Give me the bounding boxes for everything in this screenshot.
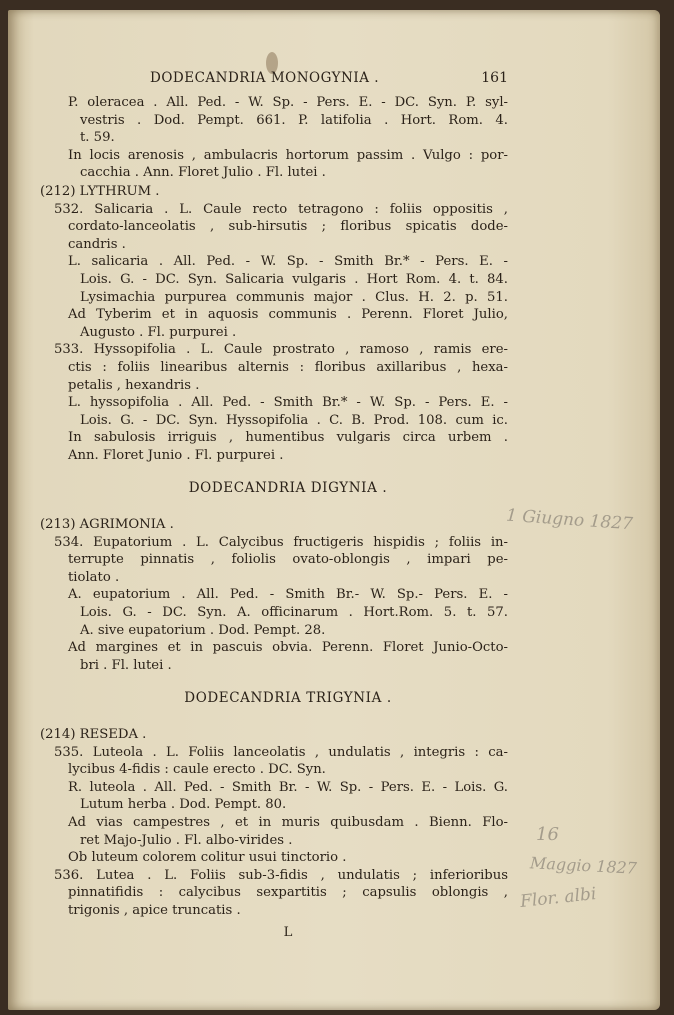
section-heading-digynia: DODECANDRIA DIGYNIA . [188, 480, 388, 497]
text-line: 532. Salicaria . L. Caule recto tetragono : foliis oppositis , [54, 201, 508, 217]
running-head-title: DODECANDRIA MONOGYNIA . [150, 70, 380, 86]
text-line: lycibus 4-fidis : caule erecto . DC. Syn. [68, 762, 326, 778]
text-line: tiolato . [68, 569, 120, 585]
text-line: pinnatifidis : calycibus sexpartitis ; capsulis oblongis , [68, 885, 508, 901]
text-line: Ad Tyberim et in aquosis communis . Perenn. Floret Julio, [68, 307, 508, 323]
handwritten-note-date: 1 Giugno 1827 [505, 505, 634, 535]
text-line: Augusto . Fl. purpurei . [80, 324, 237, 340]
text-line: Lois. G. - DC. Syn. A. officinarum . Hort.Rom. 5. t. 57. [80, 605, 508, 621]
running-head [68, 70, 508, 94]
genus-heading-agrimonia: (213) AGRIMONIA . [40, 517, 174, 533]
text-line: Ann. Floret Junio . Fl. purpurei . [68, 447, 284, 463]
text-line: 536. Lutea . L. Foliis sub-3-fidis , undulatis ; inferioribus [54, 867, 508, 883]
entries-reseda [54, 744, 508, 920]
text-line: vestris . Dod. Pempt. 661. P. latifolia . Hort. Rom. 4. [80, 112, 508, 128]
text-line: 534. Eupatorium . L. Calycibus fructigeris hispidis ; foliis in- [54, 534, 508, 550]
text-line: L. hyssopifolia . All. Ped. - Smith Br.* - W. Sp. - Pers. E. - [68, 395, 508, 411]
book-page [8, 10, 660, 1010]
text-line: A. sive eupatorium . Dod. Pempt. 28. [80, 622, 326, 638]
page-number: 161 [481, 70, 508, 86]
text-line: Lysimachia purpurea communis major . Clus. H. 2. p. 51. [80, 289, 508, 305]
text-line: t. 59. [80, 130, 115, 146]
text-line: ctis : foliis linearibus alternis : floribus axillaribus , hexa- [68, 359, 508, 375]
handwritten-note-flowers: Flor. albi [519, 884, 598, 912]
text-line: cordato-lanceolatis , sub-hirsutis ; floribus spicatis dode- [68, 219, 508, 235]
text-line: A. eupatorium . All. Ped. - Smith Br.- W. Sp.- Pers. E. - [68, 587, 508, 603]
text-line: 535. Luteola . L. Foliis lanceolatis , undulatis , integris : ca- [54, 744, 508, 760]
handwritten-note-month: Maggio 1827 [529, 853, 638, 878]
text-line: trigonis , apice truncatis . [68, 902, 241, 918]
text-line: terrupte pinnatis , foliolis ovato-oblongis , impari pe- [68, 552, 508, 568]
genus-heading-reseda: (214) RESEDA . [40, 727, 147, 742]
text-line: In sabulosis irriguis , humentibus vulgaris circa urbem . [68, 430, 508, 446]
text-line: Ad vias campestres , et in muris quibusdam . Bienn. Flo- [68, 814, 508, 830]
text-line: candris . [68, 236, 126, 252]
text-line: Lutum herba . Dod. Pempt. 80. [80, 797, 287, 813]
entry-portulaca-continued [68, 94, 508, 182]
text-line: petalis , hexandris . [68, 377, 200, 393]
entries-agrimonia [54, 534, 508, 675]
entries-lythrum [54, 201, 508, 465]
section-heading-trigynia: DODECANDRIA TRIGYNIA . [184, 690, 392, 707]
genus-heading-lythrum: (212) LYTHRUM . [40, 183, 160, 199]
text-line: 533. Hyssopifolia . L. Caule prostrato , ramoso , ramis ere- [54, 342, 508, 358]
text-line: bri . Fl. lutei . [80, 657, 172, 673]
text-line: L. salicaria . All. Ped. - W. Sp. - Smith Br.* - Pers. E. - [68, 254, 508, 270]
page-text [40, 70, 508, 941]
text-line: Ad margines et in pascuis obvia. Perenn. Floret Junio-Octo- [68, 640, 508, 656]
text-line: In locis arenosis , ambulacris hortorum passim . Vulgo : por- [68, 147, 508, 163]
text-line: P. oleracea . All. Ped. - W. Sp. - Pers. E. - DC. Syn. P. syl- [68, 95, 508, 110]
text-line: Lois. G. - DC. Syn. Salicaria vulgaris . Hort Rom. 4. t. 84. [80, 271, 508, 287]
text-line: cacchia . Ann. Floret Julio . Fl. lutei . [80, 165, 326, 181]
text-line: ret Majo-Julio . Fl. albo-virides . [80, 832, 293, 848]
text-line: R. luteola . All. Ped. - Smith Br. - W. Sp. - Pers. E. - Lois. G. [68, 779, 508, 795]
signature-mark: L [283, 924, 293, 940]
handwritten-note-day: 16 [536, 824, 559, 845]
text-line: Ob luteum colorem colitur usui tinctorio . [68, 850, 347, 866]
text-line: Lois. G. - DC. Syn. Hyssopifolia . C. B. Prod. 108. cum ic. [80, 412, 508, 428]
